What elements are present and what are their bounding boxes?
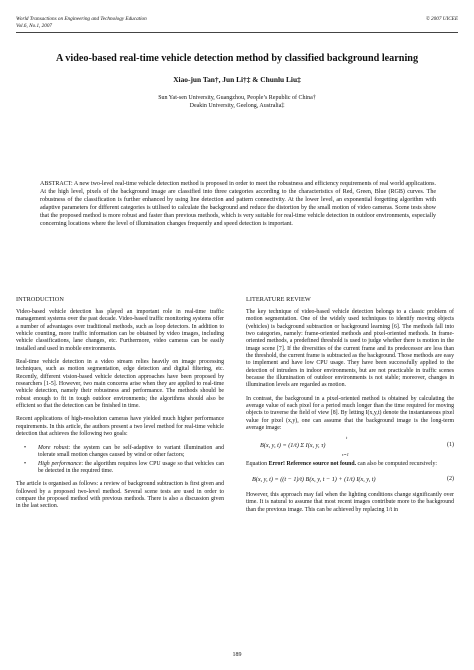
review-paragraph-2: In contrast, the background in a pixel-oriented method is obtained by calculating the average value of each pixel for a period much longer than the time required for moving objects to traverse the field of view [8]. By letting I(x,y,t) denote the instantaneous pixel value for pixel (x,y), one can assume that the background image is the long-term average image: xyxy=(246,395,454,432)
copyright: © 2007 UICEE xyxy=(425,16,458,22)
intro-paragraph-4: The article is organised as follows: a review of background subtraction is first given and followed by a proposed two-level method. Several scene tests are used in order to compare the proposed method with previous methods. There is also a discussion given in the last section. xyxy=(16,481,224,510)
bullet-icon: • xyxy=(24,444,27,451)
equation-1-lower-limit: τ=1 xyxy=(342,451,349,457)
abstract: ABSTRACT: A new two-level real-time vehicle detection method is proposed in order to meet the robustness and efficiency requirements of real world applications. At the high level, pixels of the background image are classified into three categories according to the characteristics of Red, Green, Blue (RGB) curves. The robustness of the classification is further enhanced by using line detection and pattern connectivity. At the lower level, an exponential forgetting algorithm with adaptive parameters for different categories is utilised to calculate the background and reduce the distortion by the small motion of video cameras. Scene tests show that the proposed method is more robust and faster than previous methods, which is very suitable for real-time vehicle detection in outdoor environments, especially concerning locations where the level of illumination changes frequently and speed detection is important. xyxy=(40,181,436,227)
section-heading-literature-review: LITERATURE REVIEW xyxy=(246,296,311,303)
affiliation-2: Deakin University, Geelong, Australia‡ xyxy=(189,103,285,109)
list-item xyxy=(16,461,224,476)
reference-error: Error! Reference source not found. xyxy=(268,460,357,467)
header-rule xyxy=(16,32,458,33)
review-paragraph-3 xyxy=(246,461,454,468)
equation-2-row xyxy=(246,471,454,489)
intro-paragraph-3: Recent applications of high-resolution cameras have yielded much higher performance requirements. In this article, the authors present a two level method for real-time vehicle detection that achieves the following two goals: xyxy=(16,416,224,438)
bullet-text: : the algorithm requires low CPU usage so that vehicles can be detected in the required time. xyxy=(38,460,224,475)
equation-ref-suffix: can also be computed recursively: xyxy=(356,460,438,467)
bullet-term: More robust xyxy=(38,444,69,451)
paper-authors: Xiao-jun Tan†, Jun Li†‡ & Chunlu Liu‡ xyxy=(173,75,301,84)
journal-volume: Vol.6, No.1, 2007 xyxy=(16,23,53,29)
equation-1-row xyxy=(246,435,454,457)
paper-title: A video-based real-time vehicle detection method by classified background learning xyxy=(55,53,419,64)
review-paragraph-4: However, this approach may fail when the lighting conditions change significantly over time. It is natural to assume that most recent images contribute more to the background than the previous image. This can be achieved by replacing 1/t in xyxy=(246,491,454,513)
equation-2: B(x, y, t) = ((t − 1)/t) B(x, y, t − 1) + (1/t) I(x, y, t) xyxy=(252,475,376,483)
equation-1: B(x, y, t) = (1/t) Σ I(x, y, τ) xyxy=(260,441,326,449)
review-paragraph-1: The key technique of video-based vehicle detection belongs to a classic problem of motion segmentation. One of the widely used techniques to identify moving objects (vehicles) is background subtraction or background learning [6]. The methods fall into two categories, namely: frame-oriented methods and pixel-oriented methods. In frame-oriented methods, a predefined threshold is used to judge whether there is motion in the image scene [7]. If the diversities of the current frame and its predecessor are less than the threshold, the current frame is subtracted as the background. Those methods are easy to implement and have low CPU usage. They have been successfully applied to the detection of intruders in indoor environments, but are not practicable in traffic scenes because the illumination of outdoor environments is not stable; moreover, changes in illumination levels are regarded as motion. xyxy=(246,309,454,389)
journal-name: World Transactions on Engineering and Technology Education xyxy=(16,16,147,22)
equation-2-number: (2) xyxy=(447,475,454,482)
affiliation-1: Sun Yat-sen University, Guangzhou, People’s Republic of China† xyxy=(158,95,316,101)
page-number: 189 xyxy=(232,652,242,658)
goals-list xyxy=(16,445,224,476)
equation-1-upper-limit: t xyxy=(346,434,348,440)
intro-paragraph-2: Real-time vehicle detection in a video stream relies heavily on image processing techniques, such as motion segmentation, edge detection and digital filtering, etc. Recently, different vision-based vehicle detection approaches have been proposed by researchers [1-5]. However, two main concerns arise when they are applied to real-time vehicle detection, namely their robustness and performance. The methods should be robust enough to fit in tough outdoor environments; the algorithms should also be efficient so that the detection can be finished in time. xyxy=(16,359,224,410)
bullet-text: : the system can be self-adaptive to variant illumination and tolerate small motion changes caused by wind or other factors; xyxy=(38,444,224,458)
equation-ref-prefix: Equation xyxy=(246,460,269,467)
equation-1-number: (1) xyxy=(447,441,454,448)
right-column xyxy=(246,309,454,514)
bullet-term: High performance xyxy=(38,460,82,467)
section-heading-introduction: INTRODUCTION xyxy=(16,296,64,303)
list-item xyxy=(16,445,224,460)
intro-paragraph-1: Video-based vehicle detection has played an important role in real-time traffic management systems over the past decade. Video-based traffic monitoring systems offer a number of advantages over traditional methods, such as loop detectors. In addition to vehicle counting, more traffic information can be obtained by video images, including vehicle classifications, lane changes, etc. Furthermore, video cameras can be easily installed and used in mobile environments. xyxy=(16,309,224,352)
bullet-icon: • xyxy=(24,460,27,467)
left-column xyxy=(16,309,224,511)
